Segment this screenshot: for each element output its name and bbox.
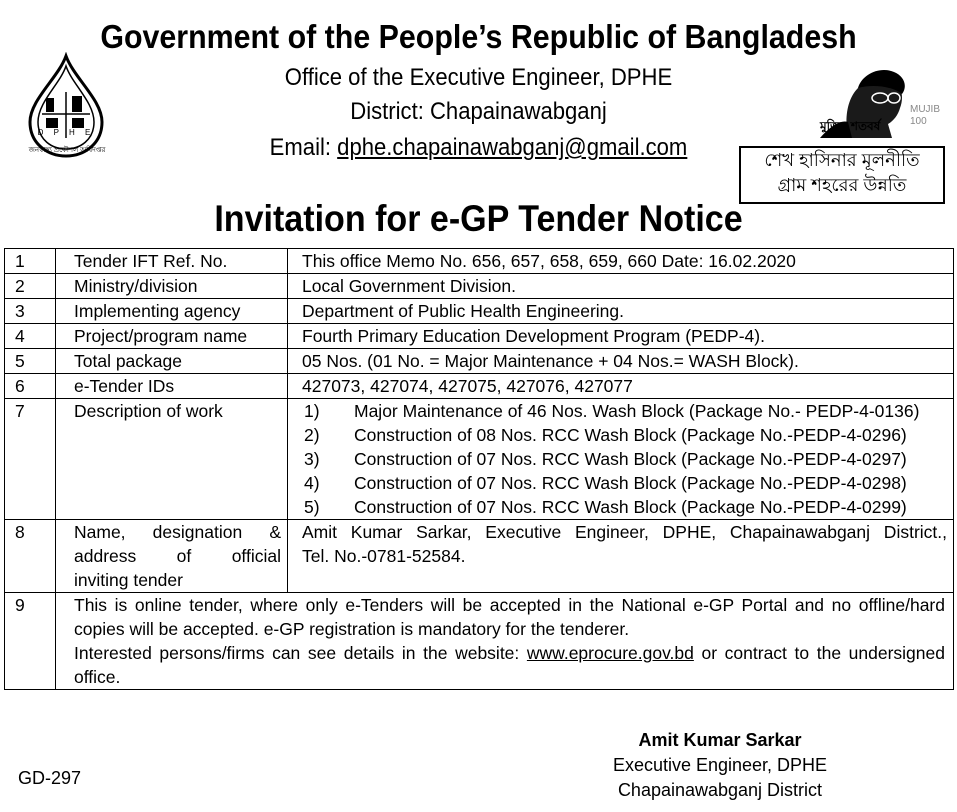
row-number: 8 bbox=[5, 520, 56, 593]
gd-code: GD-297 bbox=[18, 768, 82, 788]
row-number: 1 bbox=[5, 249, 56, 274]
table-row bbox=[5, 349, 954, 374]
row-value: Local Government Division. bbox=[288, 274, 954, 299]
work-item-text: Construction of 07 Nos. RCC Wash Block (Package No.-PEDP-4-0297) bbox=[354, 449, 907, 469]
work-item-text: Major Maintenance of 46 Nos. Wash Block (Package No.- PEDP-4-0136) bbox=[354, 401, 920, 421]
table-row bbox=[5, 324, 954, 349]
work-item-text: Construction of 08 Nos. RCC Wash Block (Package No.-PEDP-4-0296) bbox=[354, 425, 907, 445]
note-line: copies will be accepted. e-GP registration is mandatory for the tenderer. bbox=[74, 619, 630, 639]
row-label-line: address of official bbox=[74, 546, 281, 566]
dphe-logo bbox=[16, 52, 116, 162]
table-row bbox=[5, 374, 954, 399]
work-item-text: Construction of 07 Nos. RCC Wash Block (Package No.-PEDP-4-0298) bbox=[354, 473, 907, 493]
office-name: Office of the Executive Engineer, DPHE bbox=[284, 64, 673, 91]
row-label-line: Name, designation & bbox=[74, 522, 281, 542]
work-item-text: Construction of 07 Nos. RCC Wash Block (Package No.-PEDP-4-0299) bbox=[354, 497, 907, 517]
work-item-number: 5) bbox=[304, 497, 320, 517]
work-item-number: 3) bbox=[304, 449, 320, 469]
mujib-100-mark: MUJIB 100 bbox=[910, 104, 940, 127]
work-item bbox=[302, 447, 947, 471]
online-tender-note bbox=[56, 593, 954, 690]
row-number: 9 bbox=[5, 593, 56, 690]
row-label: Description of work bbox=[56, 399, 288, 520]
work-item bbox=[302, 471, 947, 495]
slogan-line-1: শেখ হাসিনার মূলনীতি bbox=[764, 150, 920, 170]
email-label: Email: bbox=[269, 134, 338, 161]
row-number: 2 bbox=[5, 274, 56, 299]
row-number: 4 bbox=[5, 324, 56, 349]
email-link[interactable]: dphe.chapainawabganj@gmail.com bbox=[337, 134, 688, 161]
note-text: or contract to the undersigned bbox=[693, 643, 945, 663]
slogan-box bbox=[739, 146, 945, 204]
work-item-number: 1) bbox=[304, 401, 320, 421]
mujib-caption: মুজিব শতবর্ষ bbox=[820, 119, 881, 133]
notice-title: Invitation for e-GP Tender Notice bbox=[214, 198, 743, 239]
work-item bbox=[302, 399, 947, 423]
row-label: Project/program name bbox=[56, 324, 288, 349]
signatory-name: Amit Kumar Sarkar bbox=[638, 730, 802, 750]
row-label: Ministry/division bbox=[56, 274, 288, 299]
logo-letters: D P H E bbox=[37, 128, 95, 137]
table-row bbox=[5, 593, 954, 690]
work-item-number: 2) bbox=[304, 425, 320, 445]
signatory-designation: Executive Engineer, DPHE bbox=[612, 755, 828, 775]
row-value-line: Amit Kumar Sarkar, Executive Engineer, DPHE, Chapainawabganj District., bbox=[302, 522, 947, 542]
note-line bbox=[74, 641, 945, 665]
row-number: 3 bbox=[5, 299, 56, 324]
row-label: Tender IFT Ref. No. bbox=[56, 249, 288, 274]
table-row bbox=[5, 299, 954, 324]
row-label: Total package bbox=[56, 349, 288, 374]
work-item-number: 4) bbox=[304, 473, 320, 493]
row-value: Fourth Primary Education Development Program (PEDP-4). bbox=[288, 324, 954, 349]
government-title: Government of the People’s Republic of Bangladesh bbox=[100, 18, 857, 55]
table-row bbox=[5, 520, 954, 593]
table-row bbox=[5, 399, 954, 520]
work-item bbox=[302, 423, 947, 447]
row-number: 6 bbox=[5, 374, 56, 399]
note-line: This is online tender, where only e-Tenders will be accepted in the National e-GP Portal and no offline/hard bbox=[74, 595, 945, 615]
row-number: 7 bbox=[5, 399, 56, 520]
table-row bbox=[5, 274, 954, 299]
note-text: Interested persons/firms can see details in the website: bbox=[74, 643, 527, 663]
work-item bbox=[302, 495, 947, 519]
mujib-100-portrait bbox=[818, 58, 938, 140]
row-number: 5 bbox=[5, 349, 56, 374]
district-name: District: Chapainawabganj bbox=[350, 98, 607, 125]
row-value-line: Tel. No.-0781-52584. bbox=[302, 546, 466, 566]
slogan-line-2: গ্রাম শহরের উন্নতি bbox=[777, 175, 907, 195]
note-line: office. bbox=[74, 667, 121, 687]
row-value bbox=[288, 520, 954, 593]
row-label: e-Tender IDs bbox=[56, 374, 288, 399]
website-link[interactable]: www.eprocure.gov.bd bbox=[526, 643, 694, 663]
row-value: This office Memo No. 656, 657, 658, 659, 660 Date: 16.02.2020 bbox=[288, 249, 954, 274]
row-value: Department of Public Health Engineering. bbox=[288, 299, 954, 324]
signatory-location: Chapainawabganj District bbox=[617, 780, 823, 800]
logo-caption: জনস্বাস্থ্য প্রকৌশল অধিদপ্তর bbox=[28, 147, 106, 154]
row-value: 427073, 427074, 427075, 427076, 427077 bbox=[288, 374, 954, 399]
table-row bbox=[5, 249, 954, 274]
row-value: 05 Nos. (01 No. = Major Maintenance + 04 Nos.= WASH Block). bbox=[288, 349, 954, 374]
tender-table bbox=[4, 248, 954, 690]
row-label: Implementing agency bbox=[56, 299, 288, 324]
row-label bbox=[56, 520, 288, 593]
row-label-line: inviting tender bbox=[74, 570, 183, 590]
work-list bbox=[288, 399, 954, 520]
